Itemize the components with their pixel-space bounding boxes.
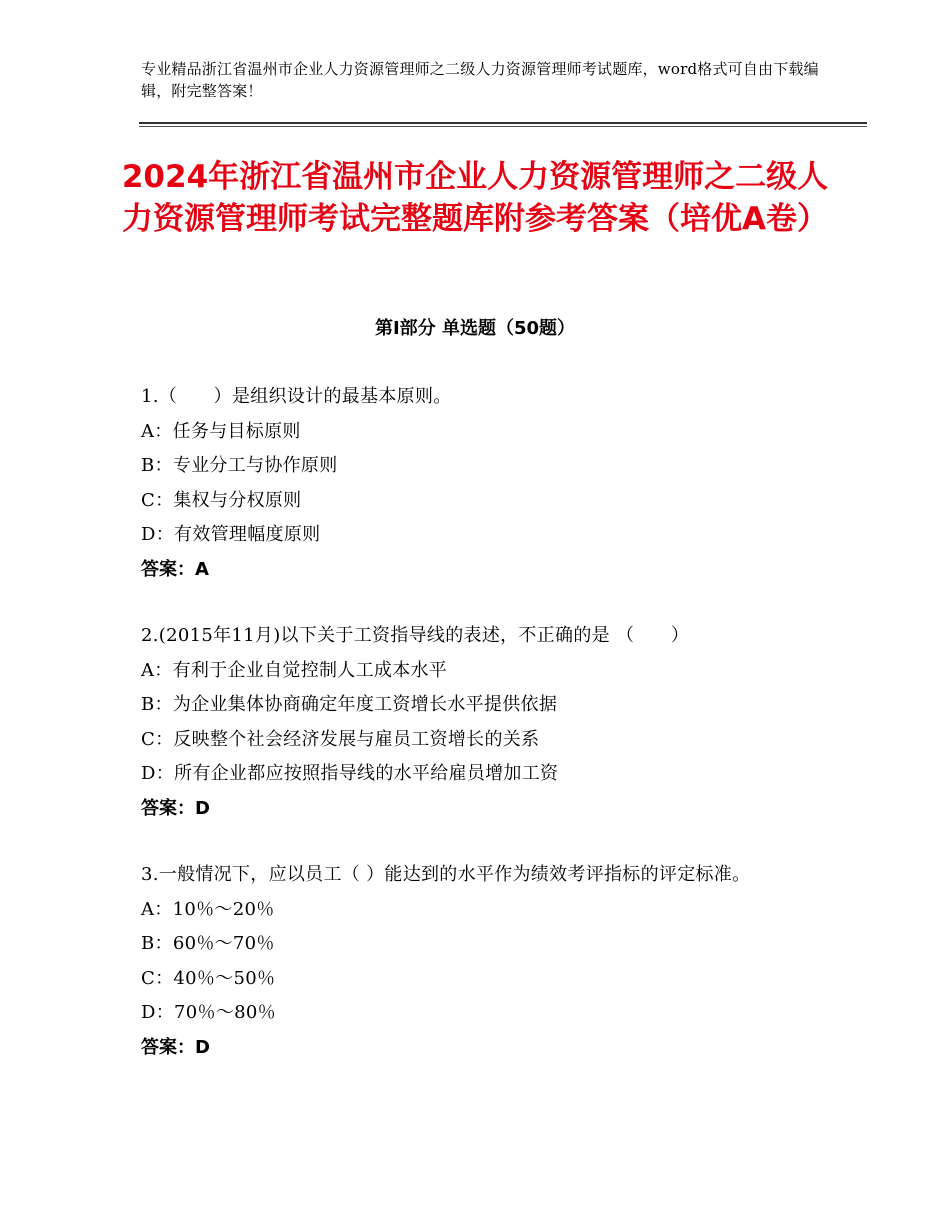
document-title: 2024年浙江省温州市企业人力资源管理师之二级人力资源管理师考试完整题库附参考答案（培优A卷） <box>121 159 829 237</box>
option-d: D：70％～80％ <box>141 1002 276 1023</box>
question-1 <box>141 380 816 587</box>
question-list <box>141 380 816 1097</box>
header-rule-thick <box>139 122 867 124</box>
option-c: C：40％～50％ <box>141 967 276 989</box>
option-d: D：所有企业都应按照指导线的水平给雇员增加工资 <box>141 763 559 784</box>
answer: 答案：A <box>141 558 209 580</box>
question-stem: 3.一般情况下，应以员工（ ）能达到的水平作为绩效考评指标的评定标准。 <box>141 864 751 885</box>
option-d: D：有效管理幅度原则 <box>141 524 321 545</box>
question-3 <box>141 858 816 1065</box>
option-c: C：集权与分权原则 <box>141 489 302 511</box>
option-b: B：60％～70％ <box>141 933 275 954</box>
option-a: A：10％～20％ <box>141 898 275 920</box>
question-stem: 2.(2015年11月)以下关于工资指导线的表述，不正确的是 （ ） <box>141 625 690 646</box>
option-a: A：有利于企业自觉控制人工成本水平 <box>141 659 448 681</box>
question-2 <box>141 619 816 826</box>
section-heading: 第Ⅰ部分 单选题（50题） <box>374 318 575 339</box>
answer: 答案：D <box>141 797 210 819</box>
header-note: 专业精品浙江省温州市企业人力资源管理师之二级人力资源管理师考试题库，word格式可自由下载编辑，附完整答案！ <box>141 60 819 100</box>
header-rule-thin <box>139 126 867 127</box>
option-a: A：任务与目标原则 <box>141 420 301 442</box>
option-b: B：专业分工与协作原则 <box>141 455 338 476</box>
answer: 答案：D <box>141 1036 210 1058</box>
option-b: B：为企业集体协商确定年度工资增长水平提供依据 <box>141 694 558 715</box>
question-stem: 1.（ ）是组织设计的最基本原则。 <box>141 386 452 407</box>
option-c: C：反映整个社会经济发展与雇员工资增长的关系 <box>141 728 540 750</box>
